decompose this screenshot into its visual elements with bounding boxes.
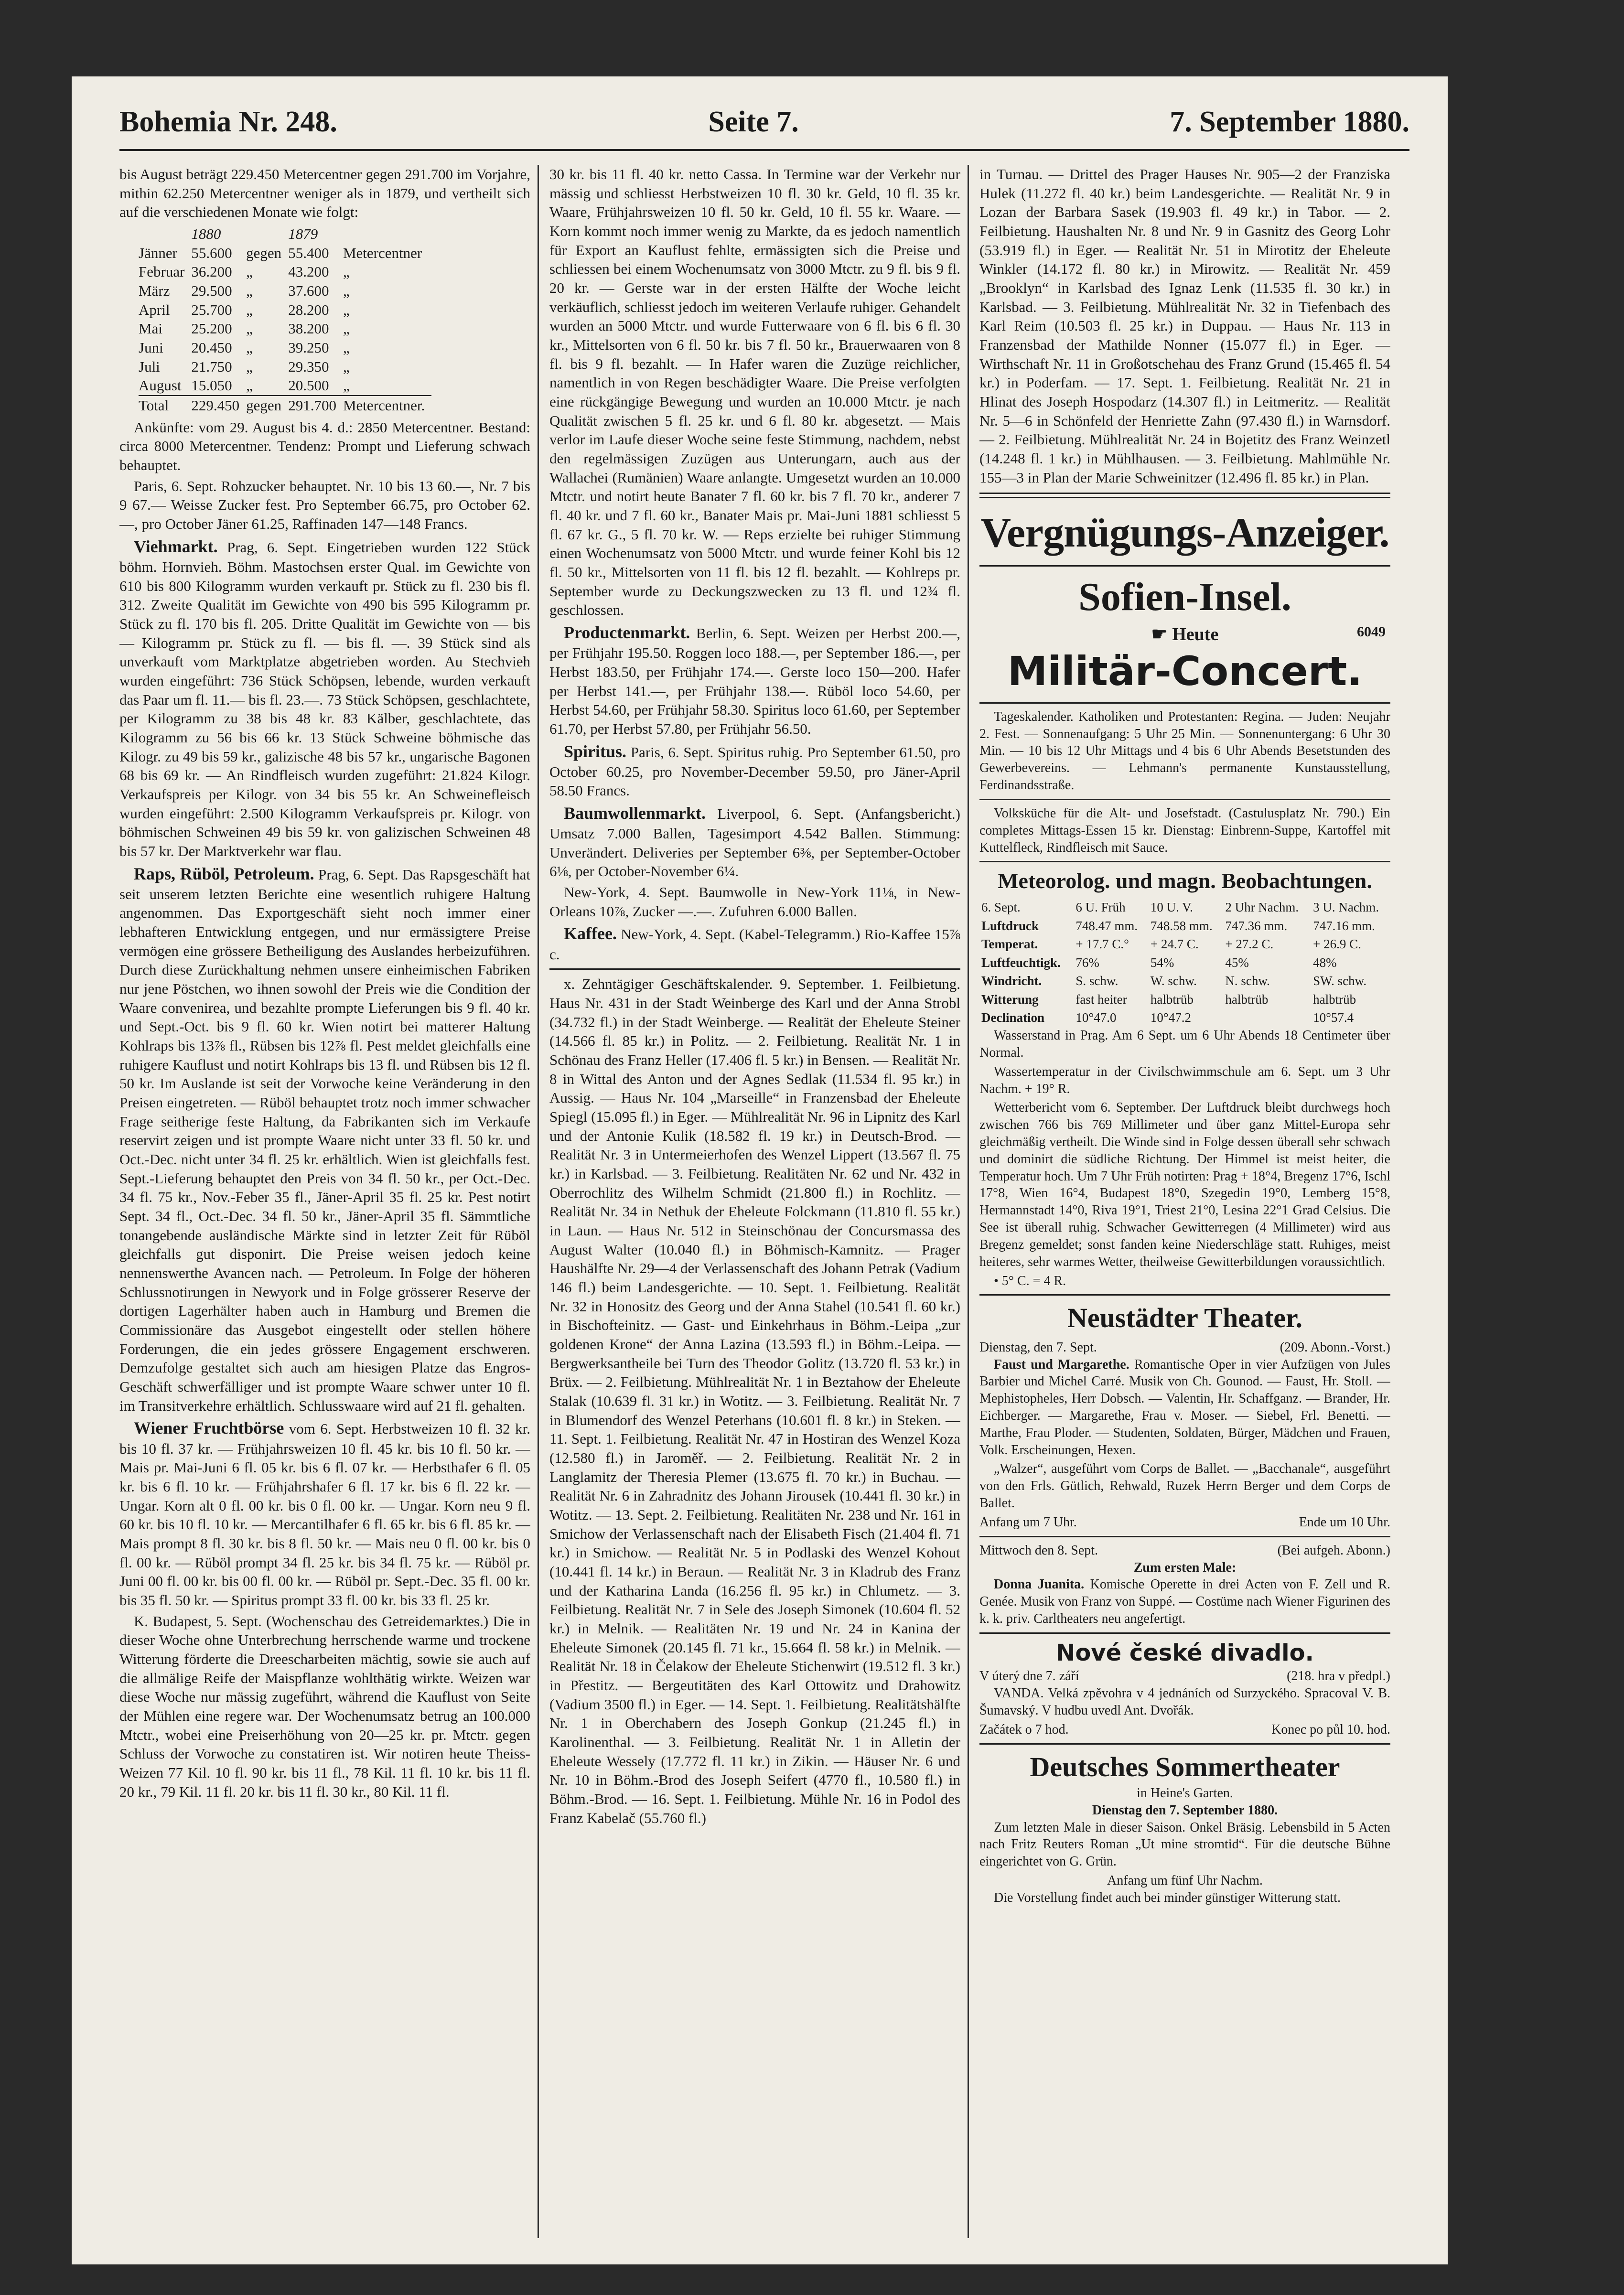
t2-note: (Bei aufgeh. Abonn.) <box>1277 1543 1390 1558</box>
stats-cell: 29.500 <box>191 282 232 300</box>
sommertheater-date: Dienstag den 7. September 1880. <box>1092 1802 1278 1818</box>
stats-row <box>139 338 431 357</box>
stats-cell: „ <box>343 282 350 300</box>
header-right: 7. September 1880. <box>1170 105 1409 138</box>
col1-p2: Paris, 6. Sept. Rohzucker behauptet. Nr. 10 bis 13 60.—, Nr. 7 bis 9 67.— Weisse Zucker fest. Pro September 66.75, pro October 62.—, pro October Jäner 61.25, Raffinaden 147—148 Francs. <box>119 477 530 533</box>
meteo-header-row <box>979 898 1390 917</box>
sofien-insel-title: Sofien-Insel. <box>1078 575 1291 620</box>
stats-cell: 55.600 <box>191 244 232 261</box>
meteo-row <box>979 954 1390 972</box>
stats-cell: gegen <box>246 396 288 415</box>
meteo-cell: Temperat. <box>981 937 1038 952</box>
stats-row <box>139 262 431 281</box>
stats-head-cell: 1880 <box>191 225 221 243</box>
t1-body: Romantische Oper in vier Aufzügen von Jules Barbier und Michel Carré. Musik von Ch. Gounod. — Faust, Hr. Stoll. — Mephistopheles, Herr Dobsch. — Valentin, Hr. Schaffganz. — Brander, Hr. Eichberger. — Margarethe, Frau v. Moser. — Siebel, Frl. Benetti. — Marthe, Frau Ploder. — Studenten, Soldaten, Bürger, Mädchen und Frauen, Volk. Erscheinungen, Hexen. <box>979 1357 1390 1458</box>
baum-text: Liverpool, 6. Sept. (Anfangsbericht.) Umsatz 7.000 Ballen, Tagesimport 4.542 Ballen. Stimmung: Unverändert. Deliveries per September 6⅜, per September-October 6⅛, per October-November 6¼. <box>549 805 960 880</box>
stats-head-cell <box>139 225 191 244</box>
spir-text: Paris, 6. Sept. Spiritus ruhig. Pro September 61.50, pro October 60.25, pro November-December 59.50, pro Jäner-April 58.50 Francs. <box>549 743 960 799</box>
meteo-cell: 48% <box>1313 955 1337 970</box>
ny-paragraph: New-York, 4. Sept. Baumwolle in New-York 11⅛, in New-Orleans 10⅞, Zucker —.—. Zufuhren 6.000 Ballen. <box>549 884 960 920</box>
stats-cell: 55.400 <box>288 244 329 261</box>
t1-title: Faust und Margarethe. <box>994 1357 1129 1372</box>
meteo-cell: 748.58 mm. <box>1150 918 1213 933</box>
section-rule <box>979 1743 1390 1745</box>
column-1 <box>119 165 530 2238</box>
t1-start: Anfang um 7 Uhr. <box>979 1514 1077 1530</box>
column-3 <box>979 165 1390 2238</box>
meteo-cell: 747.36 mm. <box>1225 918 1288 933</box>
stats-cell: „ <box>343 301 350 318</box>
stats-cell: „ <box>343 263 350 280</box>
stats-cell: April <box>139 301 170 318</box>
stats-body <box>139 244 431 396</box>
meteo-cell: 10°57.4 <box>1313 1010 1354 1025</box>
stats-cell: „ <box>246 301 253 318</box>
stats-cell: 291.700 <box>288 396 343 415</box>
stats-cell: Metercentner <box>343 244 422 261</box>
meteo-row <box>979 972 1390 990</box>
t1-description <box>979 1356 1390 1459</box>
meteo-body <box>979 917 1390 1027</box>
heute-text: Heute <box>1172 624 1219 644</box>
meteo-table <box>979 898 1390 1027</box>
col1-p1: Ankünfte: vom 29. August bis 4. d.: 2850 Metercentner. Bestand: circa 8000 Metercentner. Tendenz: Prompt und Lieferung schwach behauptet. <box>119 418 530 474</box>
column-rule <box>538 165 539 2238</box>
prod-paragraph <box>549 622 960 738</box>
meteo-cell: + 26.9 C. <box>1313 937 1361 952</box>
kaffee-head: Kaffee. <box>564 924 617 944</box>
frucht-text: vom 6. Sept. Herbstweizen 10 fl. 32 kr. bis 10 fl. 37 kr. — Frühjahrsweizen 10 fl. 45 kr. bis 10 fl. 50 kr. — Mais pr. Mai-Juni 6 fl. 05 kr. bis 6 fl. 07 kr. — Herbsthafer 6 fl. 05 kr. bis 6 fl. 10 kr. — Frühjahrshafer 6 fl. 17 kr. bis 6 fl. 22 kr. — Ungar. Korn alt 0 fl. 00 kr. bis 0 fl. 00 kr. — Ungar. Korn neu 9 fl. 60 kr. bis 10 fl. 10 kr. — Mercantilhafer 6 fl. 65 kr. bis 6 fl. 85 kr. — Mais prompt 8 fl. 30 kr. bis 8 fl. 50 kr. — Mais neu 0 fl. 00 kr. bis 0 fl. 00 kr. — Rüböl prompt 34 fl. 25 kr. bis 34 fl. 75 kr. — Rüböl pr. Juni 00 fl. 00 kr. bis 00 fl. 00 kr. — Rüböl pr. Sept.-Dec. 35 fl. 00 kr. bis 35 fl. 50 kr. — Spiritus prompt 33 fl. 00 kr. bis 33 fl. 25 kr. <box>119 1420 530 1609</box>
stats-row <box>139 281 431 300</box>
stats-cell: 43.200 <box>288 263 329 280</box>
stats-cell: „ <box>343 358 350 375</box>
cz-body: VANDA. Velká zpěvohra v 4 jednáních od Surzyckého. Spracoval V. B. Šumavský. V hudbu uvedl Ant. Dvořák. <box>979 1686 1390 1718</box>
meteo-cell: W. schw. <box>1150 974 1197 988</box>
stats-total-row <box>139 396 431 415</box>
newspaper-page <box>72 76 1448 2264</box>
stats-row <box>139 319 431 338</box>
stats-cell: Total <box>139 396 191 415</box>
stats-row <box>139 357 431 376</box>
stats-cell: 25.700 <box>191 301 232 318</box>
stats-cell: 15.050 <box>191 377 232 394</box>
sommertheater-sub: in Heine's Garten. <box>1137 1785 1233 1801</box>
meteo-head: Meteorolog. und magn. Beobachtungen. <box>998 869 1372 893</box>
meteo-cell: + 17.7 C.° <box>1075 937 1129 952</box>
meteo-cell: 6 U. Früh <box>1075 900 1126 915</box>
stats-cell: 38.200 <box>288 320 329 337</box>
frucht-head: Wiener Fruchtbörse <box>134 1418 284 1438</box>
raps-text: Prag, 6. Sept. Das Rapsgeschäft hat seit unserem letzten Berichte eine wesentlich ruhigere Haltung angenommen. Das Exportgeschäft sieht noch immer einer lebhafteren Entwicklung entgegen, und nur ermässigtere Preise vermögen eine grössere Betheiligung des Auslandes herbeizuführen. Durch diese Zurückhaltung nehmen unsere einheimischen Fabriken nur jene Pöstchen, wo ihnen sowohl der Preis wie die Condition der Waare convenirea, und bezahlte prompte Lieferungen bis 9 fl. 40 kr. und Sept.-Oct. bis 9 fl. 60 kr. Wien notirt bei matterer Haltung Kohlraps bis 13⅞ fl., Rübsen bis 12⅞ fl. Pest meldet gleichfalls eine ruhigere Kauflust und notirt Kohlraps bis 13 fl. und Rübsen bis 12 fl. 50 kr. Im Auslande ist seit der Vorwoche keine Veränderung in den Preisen eingetreten. — Rüböl behauptet trotz noch immer schwacher Frage seitherige feste Haltung, da Fabrikanten sich im Verkaufe reservirt zeigen und ist prompte Waare nicht unter 33 fl. 50 kr. und Oct.-Dec. nicht unter 34 fl. 25 kr. erhältlich. Wien ist gleichfalls fest. Sept.-Lieferung behauptet den Preis von 34 fl. 50 kr., per Oct.-Dec. 34 fl. 75 kr., Nov.-Feber 35 fl., Jäner-April 35 fl. 25 kr. Pest notirt Sept. 34 fl., Oct.-Dec. 34 fl. 50 kr., Jäner-April 35 fl. Sämmtliche tonangebende ausländische Märkte sind in letzter Zeit für Rüböl gleichfalls gut disponirt. Die Preise weisen jedoch keine nennenswerthe Avancen nach. — Petroleum. In Folge der höheren Schlussnotirungen in Newyork und in Folge grösserer Reserve der dortigen Lagerhälter haben auch in Hamburg und Bremen die Commissionäre das Ausgebot eingestellt oder stellen höhere Forderungen, die ein jedes grössere Engagement erschweren. Demzufolge gestaltet sich auch am hiesigen Platze das Engros-Geschäft schwerfälliger und ist prompte Waare schwer unter 10 fl. im Transitverkehre erhältlich. Schlusswaare wird auf 21 fl. gehalten. <box>119 866 530 1414</box>
stats-cell: 28.200 <box>288 301 329 318</box>
sommertheater-start: Anfang um fünf Uhr Nachm. <box>1107 1873 1263 1888</box>
vieh-text: Prag, 6. Sept. Eingetrieben wurden 122 Stück böhm. Hornvieh. Böhm. Mastochsen erster Qual. im Gewichte von 610 bis 800 Kilogramm wurden verkauft pr. Stück zu fl. 230 bis fl. 312. Zweite Qualität im Gewichte von 490 bis 595 Kilogramm pr. Stück zu fl. 170 bis fl. 205. Dritte Qualität im Gewichte von — bis — Kilogramm pr. Stück zu fl. — bis fl. —. 39 Stück sind als unverkauft vom Marktplatze abgetrieben worden. Au Stechvieh wurden eingeführt: 736 Stück Schöpsen, lebende, wurden verkauft das Paar um fl. 11.— bis fl. 23.—. 73 Stück Schöpsen, geschlachtete, per Kilogramm zu 38 bis 48 kr. 83 Kälber, geschlachtete, das Kilogramm zu 56 bis 66 kr. 13 Stück Schweine böhmische das Kilogr. zu 49 bis 59 kr., galizische 48 bis 57 kr., ungarische Bagonen 68 bis 69 kr. — An Rindfleisch wurden zugeführt: 21.824 Kilogr. Verkaufspreis per Kilogr. von 34 bis 55 kr. An Schweinefleisch wurden eingeführt: 2.500 Kilogramm Verkaufspreis pr. Kilogr. von böhmischen Schweinen 49 bis 59 kr. von galizischen Schweinen 48 bis 57 kr. Der Marktverkehr war flau. <box>119 538 530 859</box>
meteo-cell: 747.16 mm. <box>1313 918 1375 933</box>
section-rule <box>979 702 1390 704</box>
meteo-cell: Declination <box>981 1010 1044 1025</box>
t2-title: Donna Juanita. <box>994 1577 1085 1592</box>
czech-theatre-head: Nové české divadlo. <box>1056 1639 1314 1666</box>
heute-label <box>979 623 1390 646</box>
stats-cell: „ <box>343 377 350 394</box>
stats-cell: „ <box>343 320 350 337</box>
stats-cell: 36.200 <box>191 263 232 280</box>
t1-date-row <box>979 1339 1390 1356</box>
meteo-cell: fast heiter <box>1075 992 1127 1007</box>
meteo-cell: 10°47.2 <box>1150 1010 1191 1025</box>
volkskueche: Volksküche für die Alt- und Josefstadt. (Castulusplatz Nr. 790.) Ein completes Mittags-Essen 15 kr. Dienstag: Einbrenn-Suppe, Kartoffel mit Kuttelfleck, Rindfleisch mit Sauce. <box>979 805 1390 855</box>
t1-end: Ende um 10 Uhr. <box>1299 1514 1390 1530</box>
wetterbericht: Wetterbericht vom 6. September. Der Luftdruck bleibt durchwegs hoch zwischen 766 bis 769 Millimeter und über ganz Mittel-Europa sehr gleichmäßig vertheilt. Die Winde sind in Folge dessen überall sehr schwach und dominirt die südliche Richtung. Der Himmel ist meist heiter, die Temperatur hoch. Um 7 Uhr Früh notirten: Prag + 18°4, Bregenz 17°6, Ischl 17°8, Wien 16°4, Budapest 18°0, Szegedin 19°0, Lemberg 15°8, Hermannstadt 14°0, Riva 19°1, Triest 21°0, Lesina 22°1 Grad Celsius. Die See ist überall ruhig. Schwacher Gewitterregen (4 Millimeter) wird aus Bregenz gemeldet; sonst fanden keine Niederschläge statt. Ruhiges, meist heiteres, sehr warmes Wetter, theilweise Gewitterbildungen voraussichtlich. <box>979 1100 1390 1269</box>
kaffee-paragraph <box>549 922 960 964</box>
meteo-cell: halbtrüb <box>1150 992 1194 1007</box>
stats-cell: 29.350 <box>288 358 329 375</box>
meteo-cell: Witterung <box>981 992 1039 1007</box>
meteo-row <box>979 990 1390 1009</box>
meteo-cell: halbtrüb <box>1225 992 1269 1007</box>
stats-table <box>139 225 431 415</box>
stats-cell: 39.250 <box>288 339 329 356</box>
wassertemperatur: Wassertemperatur in der Civilschwimmschule am 6. Sept. um 3 Uhr Nachm. + 19° R. <box>979 1064 1390 1096</box>
stats-cell: 229.450 <box>191 396 246 415</box>
tageskalender: Tageskalender. Katholiken und Protestanten: Regina. — Juden: Neujahr 2. Fest. — Sonnenaufgang: 5 Uhr 25 Min. — Sonnenuntergang: 6 Uhr 30 Min. — 10 bis 12 Uhr Mittags und 4 bis 6 Uhr Abends Besetstunden des Gewerbevereins. — Lehmann's permanente Kunstausstellung, Ferdinandsstraße. <box>979 709 1390 793</box>
cz-end: Konec po půl 10. hod. <box>1271 1722 1390 1737</box>
meteo-cell: 3 U. Nachm. <box>1313 900 1379 915</box>
meteo-cell: 76% <box>1075 955 1099 970</box>
section-rule <box>979 493 1390 498</box>
stats-cell: „ <box>246 263 253 280</box>
frucht-paragraph <box>119 1417 530 1609</box>
spir-head: Spiritus. <box>564 741 627 761</box>
meteo-cell: 10 U. V. <box>1150 900 1193 915</box>
sommertheater-body: Zum letzten Male in dieser Saison. Onkel Bräsig. Lebensbild in 5 Acten nach Fritz Reuters Roman „Ut mine stromtid“. Für die deutsche Bühne eingerichtet von G. Grün. <box>979 1820 1390 1869</box>
cz-note: (218. hra v předpl.) <box>1287 1669 1390 1684</box>
section-rule <box>979 565 1390 567</box>
conversion-note: • 5° C. = 4 R. <box>994 1273 1066 1288</box>
stats-header-row <box>139 225 431 244</box>
kalender-paragraph: x. Zehntägiger Geschäftskalender. 9. September. 1. Feilbietung. Haus Nr. 431 in der Stadt Weinberge des Karl und der Anna Strobl (34.732 fl.) in der Stadt Weinberge. — Realität der Eheleute Steiner (14.566 fl. 85 kr.) in Politz. — 2. Feilbietung. Realität Nr. 1 in Schönau des Franz Heller (17.406 fl. 5 kr.) in Bensen. — Realität Nr. 8 in Wittal des Anton und der Agnes Sedlak (11.534 fl. 95 kr.) in Aussig. — Haus Nr. 104 „Marseille“ in Franzensbad der Eheleute Spiegl (15.095 fl.) in Eger. — Mühlrealität Nr. 96 in Lipnitz des Karl und der Antonie Kulik (18.582 fl. 19 kr.) in Deutsch-Brod. — Realität Nr. 3 in Untermeierhofen des Wenzel Lippert (13.567 fl. 75 kr.) in Karlsbad. — 3. Feilbietung. Realitäten Nr. 62 und Nr. 432 in Oberrochlitz des Wilhelm Schmidt (21.800 fl.) in Rochlitz. — Realität Nr. 34 in Nethuk der Eheleute Folckmann (11.810 fl. 55 kr.) in Laun. — Haus Nr. 512 in Steinschönau der Concursmassa des August Walter (10.040 fl.) in Böhmisch-Kamnitz. — Prager Haushälfte Nr. 29—4 der Verlassenschaft des Johann Petrak (Vadium 146 fl.) beim Landesgerichte. — 10. Sept. 1. Feilbietung. Realität Nr. 32 in Honositz des Georg und der Anna Stahel (10.541 fl. 60 kr.) in Bischofteinitz. — Gast- und Einkehrhaus in Böhm.-Leipa „zur goldenen Krone“ der Anna Lazina (13.593 fl.) in Böhm.-Leipa. — Bergwerksantheile bei Turn des Theodor Golitz (13.720 fl. 53 kr.) in Brüx. — 2. Feilbietung. Mühlrealität Nr. 1 in Beztahow der Eheleute Stalak (10.639 fl. 31 kr.) in Wotitz. — 3. Feilbietung. Realität Nr. 7 in Blumendorf des Wenzel Peterhans (10.601 fl. 8 kr.) in Steken. — 11. Sept. 1. Feilbietung. Realität Nr. 47 in Hostiran des Wenzel Koza (12.580 fl.) in Jaroměř. — 2. Feilbietung. Realität Nr. 2 in Langlamitz der Theresia Plemer (13.675 fl. 70 kr.) in Buchau. — Realität Nr. 6 in Zahradnitz des Johann Jirousek (10.441 fl. 30 kr.) in Wotitz. — 13. Sept. 2. Feilbietung. Realitäten Nr. 238 und Nr. 161 in Smichow der Verlassenschaft nach der Elisabeth Fisch (21.404 fl. 71 kr.) in Smichow. — Realität Nr. 5 in Podlaski des Wenzel Kohout (10.441 fl. 14 kr.) in Beraun. — Realität Nr. 3 in Kladrub des Franz und der Katharina Landa (16.256 fl. 95 kr.) in Chlumetz. — 3. Feilbietung. Realität Nr. 7 in Sele des Joseph Simonek (10.604 fl. 52 kr.) in Melnik. — Realitäten Nr. 19 und Nr. 24 in Kanina der Eheleute Simonek (20.145 fl. 71 kr., 15.664 fl. 58 kr.) in Melnik. — Realität Nr. 18 in Čelakow der Eheleute Stichenwirt (19.512 fl. 3 kr.) in Přestitz. — Bergeutitäten des Karl Ottowitz und Drahowitz (Vadium 3500 fl.) in Eger. — 14. Sept. 1. Feilbietung. Realitätshälfte Nr. 1 in Oberchabern des Joseph Gonkup (21.245 fl.) in Karolinenthal. — 3. Feilbietung. Realität Nr. 1 in Alletin der Eheleute Wessely (17.772 fl. 11 kr.) in Zikin. — Häuser Nr. 6 und Nr. 10 in Böhm.-Brod des Joseph Seifert (4770 fl., 10.580 fl.) in Böhm.-Brod. — 16. Sept. 1. Feilbietung. Mühle Nr. 16 in Podol des Franz Kabelač (55.760 fl.) <box>549 976 960 1826</box>
cz-date-row <box>979 1668 1390 1685</box>
meteo-cell: + 24.7 C. <box>1150 937 1199 952</box>
stats-cell: „ <box>246 320 253 337</box>
meteo-cell: S. schw. <box>1075 974 1119 988</box>
section-rule <box>549 968 960 970</box>
baum-paragraph <box>549 802 960 881</box>
stats-head-cell <box>246 225 288 244</box>
section-rule <box>979 1536 1390 1537</box>
stats-cell: 20.450 <box>191 339 232 356</box>
stats-cell: 37.600 <box>288 282 329 300</box>
vieh-paragraph <box>119 536 530 861</box>
t2-date: Mittwoch den 8. Sept. <box>979 1543 1098 1558</box>
stats-cell: März <box>139 282 170 300</box>
stats-cell: „ <box>343 339 350 356</box>
stats-cell: „ <box>246 339 253 356</box>
t1-times <box>979 1514 1390 1531</box>
raps-head: Raps, Rüböl, Petroleum. <box>134 864 314 883</box>
meteo-cell: 2 Uhr Nachm. <box>1225 900 1299 915</box>
vieh-head: Viehmarkt. <box>134 536 218 556</box>
prod-head: Productenmarkt. <box>564 623 690 643</box>
stats-row <box>139 376 431 396</box>
meteo-cell: 748.47 mm. <box>1075 918 1138 933</box>
t2-description <box>979 1576 1390 1627</box>
t1-date: Dienstag, den 7. Sept. <box>979 1340 1097 1355</box>
section-rule <box>979 799 1390 800</box>
stats-cell: Juli <box>139 358 160 375</box>
meteo-cell: halbtrüb <box>1313 992 1356 1007</box>
column-2 <box>549 165 960 2238</box>
raps-paragraph <box>119 863 530 1416</box>
t1-note: (209. Abonn.-Vorst.) <box>1280 1340 1390 1355</box>
baum-head: Baumwollenmarkt. <box>564 803 706 823</box>
meteo-cell: N. schw. <box>1225 974 1270 988</box>
stats-head-cell: 1879 <box>288 225 318 243</box>
col1-intro: bis August beträgt 229.450 Metercentner gegen 291.700 im Vorjahre, mithin 62.250 Metercentner weniger als in 1879, und vertheilt sich auf die verschiedenen Monate wie folgt: <box>119 166 530 221</box>
stats-cell: „ <box>246 377 253 394</box>
header-center: Seite 7. <box>708 105 799 138</box>
meteo-row <box>979 917 1390 935</box>
t2-body: Komische Operette in drei Acten von F. Zell und R. Genée. Musik von Franz von Suppé. — Costüme nach Wiener Figurinen des k. k. priv. Carltheaters neu angefertigt. <box>979 1577 1390 1627</box>
stats-head-cell <box>343 225 431 244</box>
stats-cell: Jänner <box>139 244 177 261</box>
neustaedter-theater-head: Neustädter Theater. <box>1067 1302 1302 1334</box>
section-rule <box>979 1294 1390 1296</box>
stats-cell: August <box>139 377 182 394</box>
budapest-paragraph: K. Budapest, 5. Sept. (Wochenschau des Getreidemarktes.) Die in dieser Woche ohne Unterbrechung herrschende warme und trockene Witterung förderte die Dreescharbeiten mächtig, sowie sie auch auf die allmälige Reife der Maispflanze wohlthätig wirkte. Weizen war diese Woche nur mässig zugeführt, während die Kauflust von Seite der Mühlen eine regere war. Der Wochenumsatz betrug an 100.000 Mtctr., wobei eine Preiserhöhung von 20—25 kr. pr. Mtctr. gegen Schluss der Vorwoche zu constatiren ist. Wir notiren heute Theiss-Weizen 77 Kil. 10 fl. 90 kr. bis 11 fl., 78 Kil. 11 fl. 10 kr. bis 11 fl. 20 kr., 79 Kil. 11 fl. 20 kr. bis 11 fl. 30 kr., 80 Kil. 11 fl. <box>119 1612 530 1800</box>
stats-cell: 20.500 <box>288 377 329 394</box>
ad-number: 6049 <box>1357 623 1386 640</box>
pointing-hand-icon: ☛ <box>1151 624 1172 644</box>
column-rule <box>968 165 969 2238</box>
t2-first: Zum ersten Male: <box>1133 1560 1237 1575</box>
cz-start: Začátek o 7 hod. <box>979 1722 1069 1737</box>
t2-date-row <box>979 1542 1390 1559</box>
spir-paragraph <box>549 740 960 800</box>
meteo-cell: Luftfeuchtigk. <box>981 955 1061 970</box>
wasserstand: Wasserstand in Prag. Am 6 Sept. um 6 Uhr Abends 18 Centimeter über Normal. <box>979 1028 1390 1060</box>
stats-cell: Metercentner. <box>343 396 431 415</box>
section-rule <box>979 1632 1390 1634</box>
col3-p1: in Turnau. — Drittel des Prager Hauses Nr. 905—2 der Franziska Hulek (11.272 fl. 40 kr.) beim Landesgerichte. — Realität Nr. 9 in Lozan der Barbara Sasek (19.903 fl. 49 kr.) in Tabor. — 2. Feilbietung. Haushalten Nr. 8 und Nr. 9 in Gasnitz des Georg Lohr (53.919 fl.) in Eger. — Realität Nr. 51 in Mirotitz der Eheleute Winkler (14.172 fl. 80 kr.) in Mirowitz. — Realität Nr. 459 „Brooklyn“ in Karlsbad des Ignaz Lenk (11.535 fl. 30 kr.) in Karlsbad. — 3. Feilbietung. Mühlrealität Nr. 32 in Tiefenbach des Karl Reim (10.503 fl. 25 kr.) in Duppau. — Haus Nr. 113 in Franzensbad der Mathilde Nonner (15.077 fl.) in Eger. — Wirthschaft Nr. 11 in Großotschehau des Franz Grund (15.465 fl. 54 kr.) in Poderfam. — 17. Sept. 1. Feilbietung. Realität Nr. 21 in Hlinat des Joseph Hospodarz (14.307 fl.) in Leitmeritz. — Realität Nr. 5—6 in Schönfeld der Henriette Zahn (97.430 fl.) in Warnsdorf. — 2. Feilbietung. Mühlrealität Nr. 24 in Bojetitz des Franz Weinzetl (14.248 fl. 1 kr.) in Mühlhausen. — 3. Feilbietung. Mahlmühle Nr. 155—3 in Plan der Marie Schweinitzer (12.496 fl. 85 kr.) in Plan. <box>979 166 1390 486</box>
meteo-cell: + 27.2 C. <box>1225 937 1274 952</box>
cz-date: V úterý dne 7. září <box>979 1669 1079 1684</box>
stats-cell: gegen <box>246 244 282 261</box>
meteo-cell: 6. Sept. <box>981 900 1021 915</box>
meteo-row <box>979 935 1390 954</box>
kaffee-text: New-York, 4. Sept. (Kabel-Telegramm.) Rio-Kaffee 15⅞ c. <box>549 926 960 963</box>
stats-cell: Mai <box>139 320 162 337</box>
stats-row <box>139 300 431 320</box>
meteo-cell: 10°47.0 <box>1075 1010 1117 1025</box>
meteo-cell: SW. schw. <box>1313 974 1367 988</box>
stats-cell: „ <box>246 358 253 375</box>
stats-cell: Juni <box>139 339 163 356</box>
t1-ballet: „Walzer“, ausgeführt vom Corps de Ballet. — „Bacchanale“, ausgeführt von den Frls. Gütlich, Rehwald, Ruzek Herrn Berger und dem Corps de Ballet. <box>979 1461 1390 1511</box>
meteo-cell: 45% <box>1225 955 1249 970</box>
stats-cell: 25.200 <box>191 320 232 337</box>
stats-cell: „ <box>246 282 253 300</box>
col2-p1: 30 kr. bis 11 fl. 40 kr. netto Cassa. In Termine war der Verkehr nur mässig und schliesst Herbstweizen 10 fl. 30 kr. Geld, 10 fl. 35 kr. Waare, Frühjahrsweizen 10 fl. 50 kr. Geld, 10 fl. 55 kr. Waare. — Korn kommt noch immer wenig zu Markte, da es jedoch namentlich für Export an Kauflust fehlte, ermässigten sich die Preise und schliessen bei einem Wochenumsatz von 3000 Mtctr. zu 9 fl. bis 9 fl. 20 kr. — Gerste war in der ersten Hälfte der Woche leicht verkäuflich, schliesst jedoch im weiteren Verlaufe ruhiger. Gehandelt wurden an 5000 Mtctr. und wurde Futterwaare von 6 fl. bis 6 fl. 30 kr., Mittelsorten von 6 fl. 50 kr. bis 7 fl. 50 kr., Brauerwaaren von 8 fl. bis 9 fl. bezahlt. — In Hafer waren die Zuzüge reichlicher, namentlich in von Regen beschädigter Waare. Die Preise verfolgten eine rückgängige Bewegung und wurden an 10.000 Mtctr. je nach Qualität zwischen 5 fl. 25 kr. und 6 fl. 80 kr. abgesetzt. — Mais verlor im Laufe dieser Woche seine feste Stimmung, nachdem, nebst den regelmässigen Zuzügen aus Unterungarn, auch aus der Wallachei (Rumänien) Waare anlangte. Umgesetzt wurden an 10.000 Mtctr. und notirt heute Banater 7 fl. 60 kr. bis 7 fl. 70 kr., anderer 7 fl. 40 kr. und 7 fl. 60 kr., Banater Mais pr. Mai-Juni 1881 schliesst 5 fl. 67 kr. G., 5 fl. 70 kr. W. — Reps erzielte bei ruhiger Stimmung einen Wochenumsatz von 5000 Mtctr. und wurde feiner Kohl bis 12 fl. 50 kr., Mittelsorten von 11 fl. bis 12 fl. bezahlt. — Kohlreps pr. September wurde zu Deckungszwecken zu 13 fl. und 12¾ fl. geschlossen. <box>549 166 960 619</box>
page-header <box>119 96 1409 148</box>
meteo-cell <box>1223 1008 1311 1027</box>
cz-times <box>979 1721 1390 1738</box>
meteo-cell: 54% <box>1150 955 1174 970</box>
header-left: Bohemia Nr. 248. <box>119 105 337 138</box>
meteo-cell: Windricht. <box>981 974 1042 988</box>
stats-cell: 21.750 <box>191 358 232 375</box>
prod-text: Berlin, 6. Sept. Weizen per Herbst 200.—, per Frühjahr 195.50. Roggen loco 188.—, per September 186.—, per Herbst 183.50, per Frühjahr 174.—. Gerste loco 150—200. Hafer per Herbst 141.—, per Frühjahr 138.—. Rüböl loco 54.60, per Herbst 54.60, per Frühjahr 58.30. Spiritus loco 61.60, per September 61.70, per Herbst 57.80, per Frühjahr 56.50. <box>549 625 960 737</box>
vergnuegungs-title: Vergnügungs-Anzeiger. <box>980 510 1389 557</box>
stats-row <box>139 244 431 263</box>
section-rule <box>979 861 1390 862</box>
militar-concert-title: Militär-Concert. <box>1007 648 1363 695</box>
sommertheater-head: Deutsches Sommertheater <box>1030 1751 1340 1782</box>
meteo-row <box>979 1008 1390 1027</box>
header-rule <box>119 149 1409 151</box>
stats-cell: Februar <box>139 263 185 280</box>
sommertheater-end: Die Vorstellung findet auch bei minder günstiger Witterung statt. <box>994 1890 1341 1905</box>
meteo-cell: Luftdruck <box>981 918 1039 933</box>
